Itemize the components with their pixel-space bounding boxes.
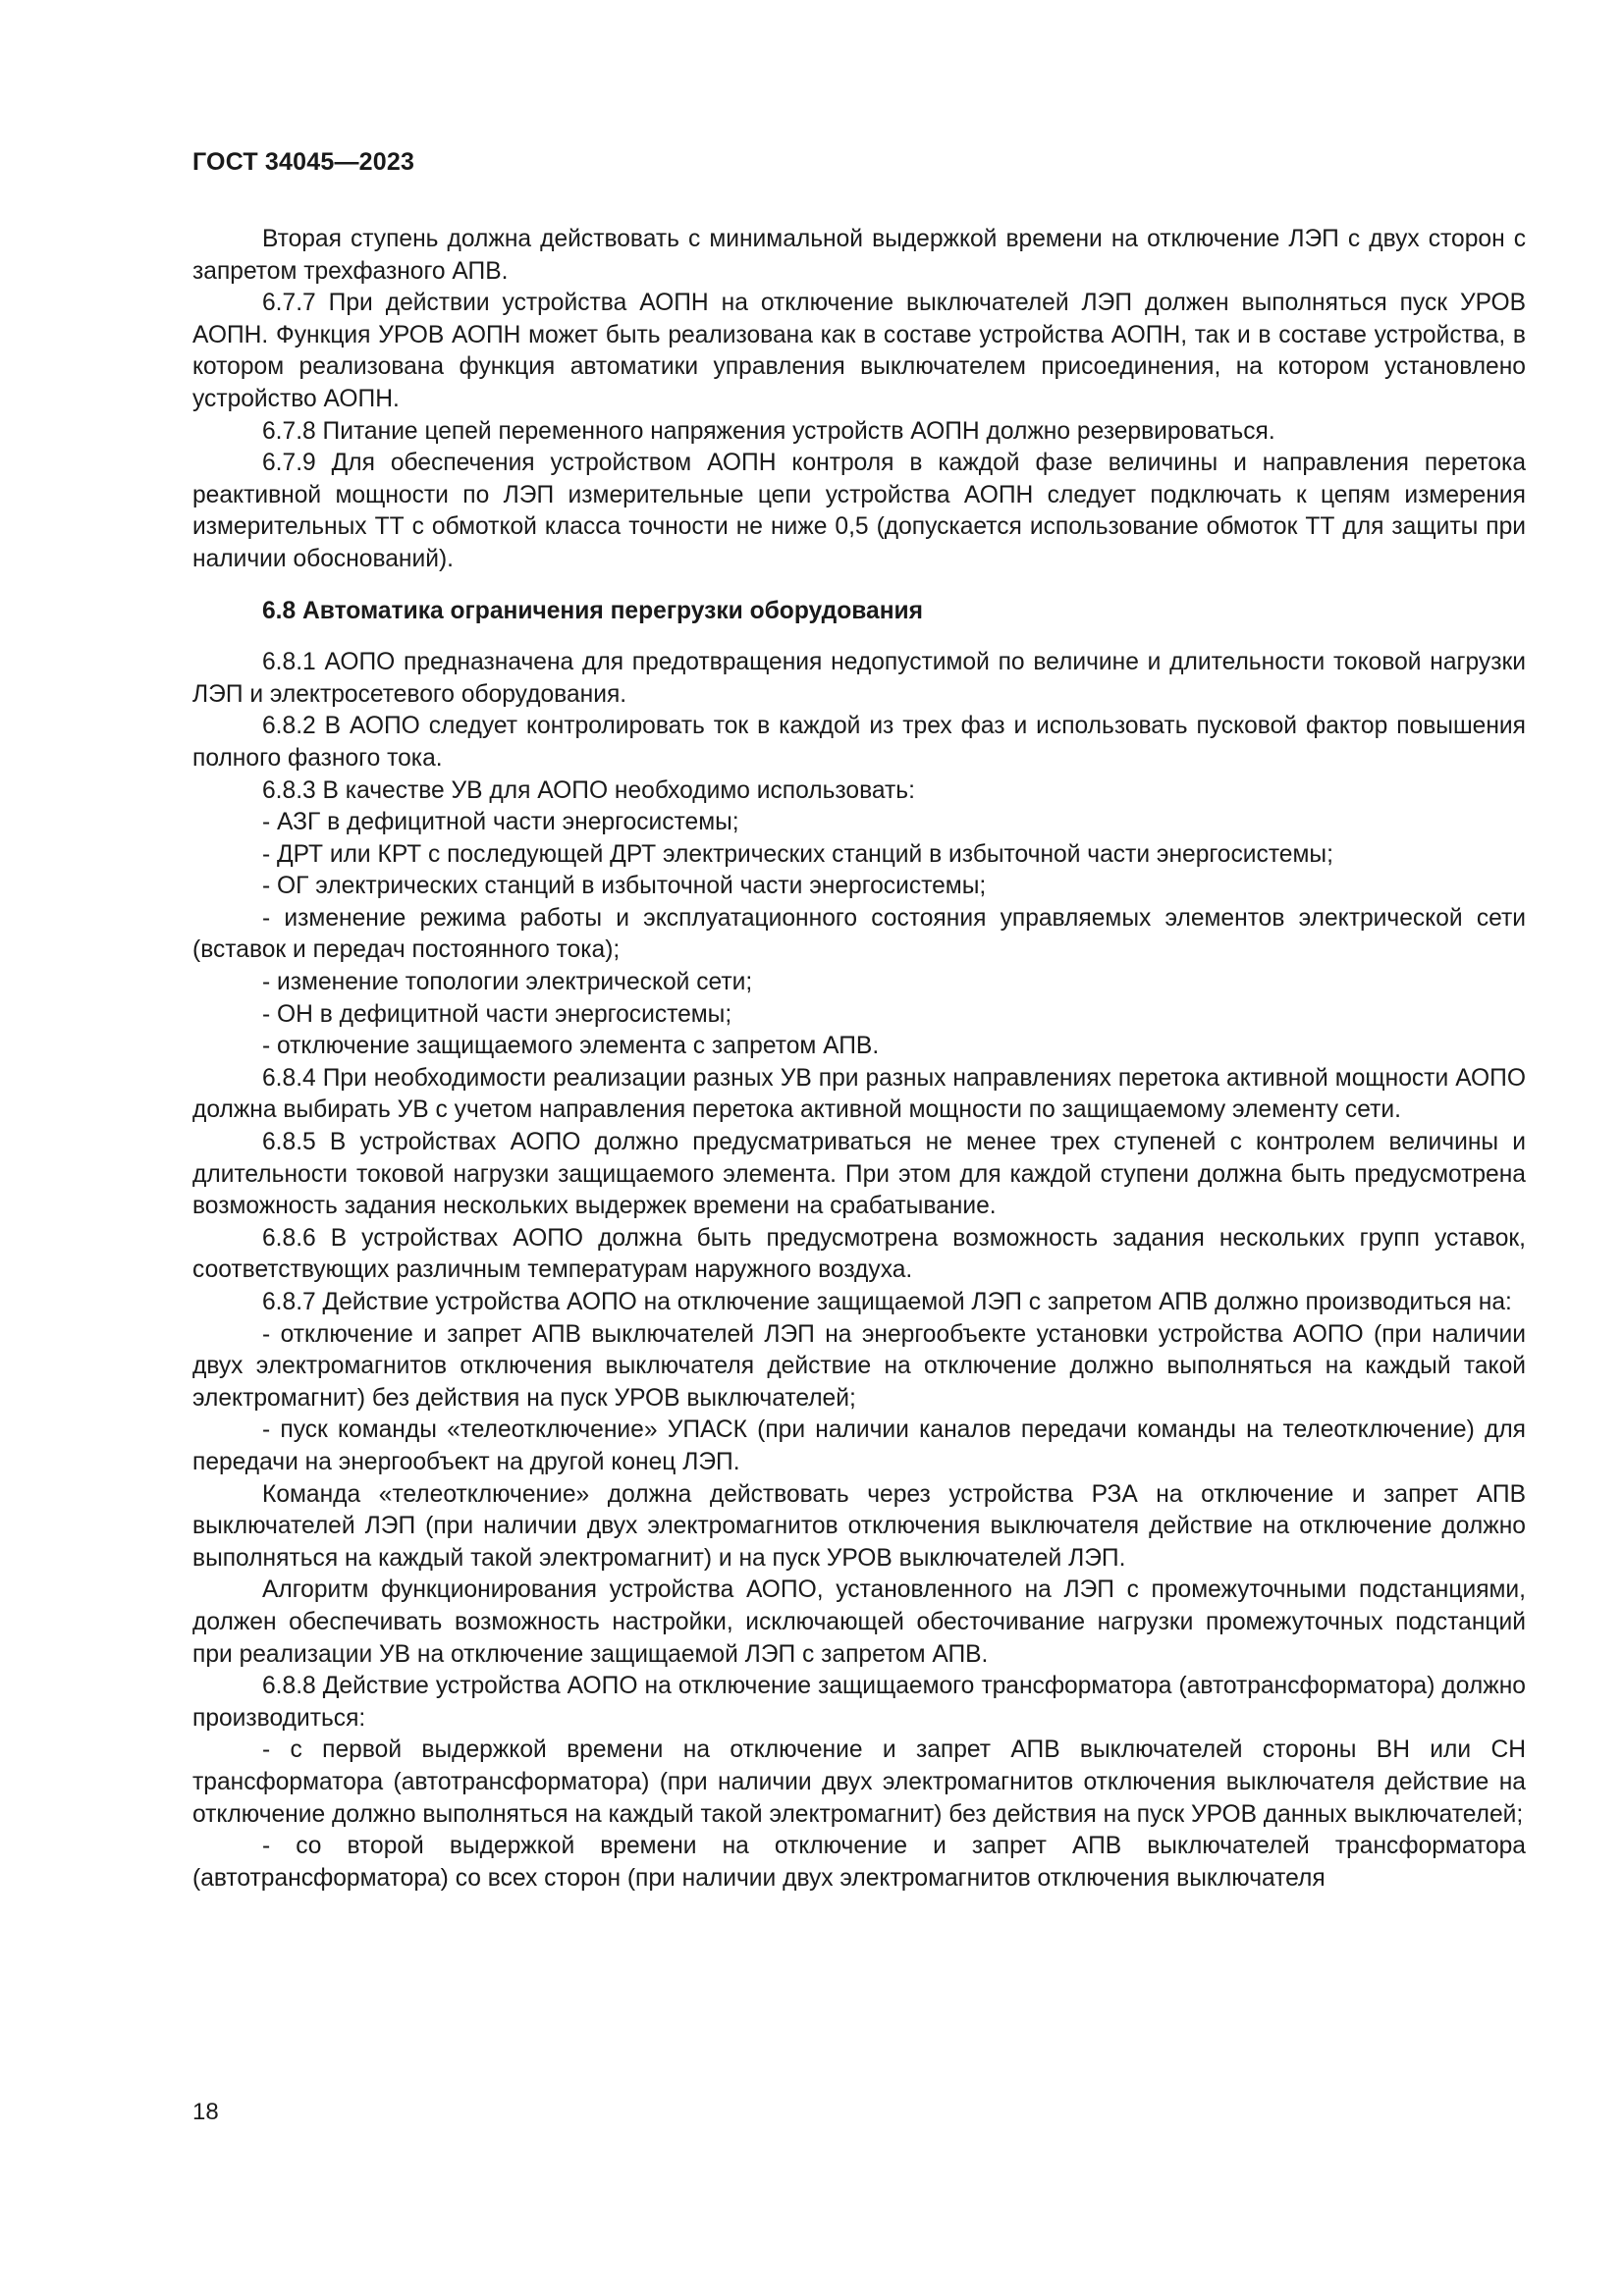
section-heading-6-8: 6.8 Автоматика ограничения перегрузки оборудования [262,597,924,624]
list-item: - с первой выдержкой времени на отключение и запрет АПВ выключателей стороны ВН или СН трансформатора (автотрансформатора) (при наличии двух электромагнитов отключения выключателя действие на отключение должно выполняться на каждый такой электромагнит) без действия на пуск УРОВ данных выключателей; [192,1736,1526,1828]
paragraph: Вторая ступень должна действовать с минимальной выдержкой времени на отключение ЛЭП с двух сторон с запретом трехфазного АПВ. [192,226,1526,285]
list-item: - пуск команды «телеотключение» УПАСК (при наличии каналов передачи команды на телеотключение) для передачи на энергообъект на другой конец ЛЭП. [192,1416,1526,1475]
paragraph-6-8-5: 6.8.5 В устройствах АОПО должно предусматриваться не менее трех ступеней с контролем величины и длительности токовой нагрузки защищаемого элемента. При этом для каждой ступени должна быть предусмотрена возможность задания нескольких выдержек времени на срабатывание. [192,1129,1526,1220]
paragraph-6-8-8: 6.8.8 Действие устройства АОПО на отключение защищаемого трансформатора (автотрансформатора) должно производиться: [192,1673,1526,1732]
list-item: - изменение режима работы и эксплуатационного состояния управляемых элементов электрической сети (вставок и передач постоянного тока); [192,904,1526,964]
list-item: - отключение и запрет АПВ выключателей ЛЭП на энергообъекте установки устройства АОПО (при наличии двух электромагнитов отключения выключателя действие на отключение должно выполняться на каждый такой электромагнит) без действия на пуск УРОВ выключателей; [192,1320,1526,1412]
paragraph-6-8-6: 6.8.6 В устройствах АОПО должна быть предусмотрена возможность задания нескольких групп уставок, соответствующих различным температурам наружного воздуха. [192,1224,1526,1284]
list-item: - отключение защищаемого элемента с запретом АПВ. [262,1033,880,1060]
paragraph-6-7-7: 6.7.7 При действии устройства АОПН на отключение выключателей ЛЭП должен выполняться пуск УРОВ АОПН. Функция УРОВ АОПН может быть реализована как в составе устройства АОПН, так и в составе устройства, в котором реализована функция автоматики управления выключателем присоединения, на котором установлено устройство АОПН. [192,290,1526,412]
paragraph: Команда «телеотключение» должна действовать через устройства РЗА на отключение и запрет АПВ выключателей ЛЭП (при наличии двух электромагнитов отключения выключателя действие на отключение должно выполняться на каждый такой электромагнит) и на пуск УРОВ выключателей ЛЭП. [192,1480,1526,1572]
list-item: - АЗГ в дефицитной части энергосистемы; [262,809,739,836]
paragraph-6-7-9: 6.7.9 Для обеспечения устройством АОПН контроля в каждой фазе величины и направления перетока реактивной мощности по ЛЭП измерительные цепи устройства АОПН следует подключать к цепям измерения измерительных ТТ с обмоткой класса точности не ниже 0,5 (допускается использование обмоток ТТ для защиты при наличии обоснований). [192,450,1526,572]
paragraph-6-8-7: 6.8.7 Действие устройства АОПО на отключение защищаемой ЛЭП с запретом АПВ должно производиться на: [262,1289,1512,1315]
paragraph-6-8-4: 6.8.4 При необходимости реализации разных УВ при разных направлениях перетока активной мощности АОПО должна выбирать УВ с учетом направления перетока активной мощности по защищаемому элементу сети. [192,1064,1526,1124]
page-header-doc-code: ГОСТ 34045—2023 [192,148,415,176]
list-item: - со второй выдержкой времени на отключение и запрет АПВ выключателей трансформатора (автотрансформатора) со всех сторон (при наличии двух электромагнитов отключения выключателя [192,1833,1526,1892]
paragraph-6-7-8: 6.7.8 Питание цепей переменного напряжения устройств АОПН должно резервироваться. [262,417,1275,445]
list-item: - ДРТ или КРТ с последующей ДРТ электрических станций в избыточной части энергосистемы; [262,840,1333,868]
paragraph-6-8-2: 6.8.2 В АОПО следует контролировать ток в каждой из трех фаз и использовать пусковой фактор повышения полного фазного тока. [192,713,1526,772]
page-number: 18 [192,2099,219,2125]
list-item: - изменение топологии электрической сети; [262,969,753,996]
page-body [192,224,1526,1895]
paragraph: Алгоритм функционирования устройства АОПО, установленного на ЛЭП с промежуточными подстанциями, должен обеспечивать возможность настройки, исключающей обесточивание нагрузки промежуточных подстанций при реализации УВ на отключение защищаемой ЛЭП с запретом АПВ. [192,1576,1526,1668]
paragraph-6-8-1: 6.8.1 АОПО предназначена для предотвращения недопустимой по величине и длительности токовой нагрузки ЛЭП и электросетевого оборудования. [192,649,1526,708]
paragraph-6-8-3: 6.8.3 В качестве УВ для АОПО необходимо использовать: [262,776,915,804]
list-item: - ОГ электрических станций в избыточной части энергосистемы; [262,873,987,900]
list-item: - ОН в дефицитной части энергосистемы; [262,1000,732,1028]
